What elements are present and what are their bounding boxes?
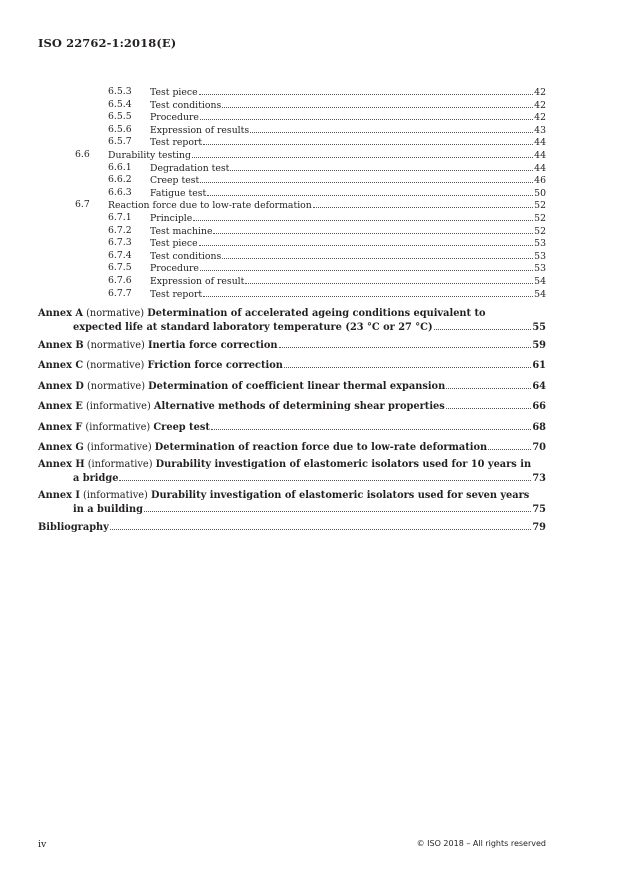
toc-entry-number: 6.5.4 (108, 98, 132, 110)
toc-annex-d[interactable] (0, 380, 620, 393)
annex-page: 64 (532, 380, 546, 392)
leader-dots (200, 262, 533, 271)
annex-page: 59 (532, 339, 546, 351)
toc-annex-f[interactable] (0, 421, 620, 434)
toc-entry-number: 6.6 (75, 148, 90, 160)
toc-entry-number: 6.5.6 (108, 123, 132, 135)
annex-label: Annex G (38, 441, 84, 453)
toc-entry-6-7-3[interactable] (0, 237, 620, 250)
toc-entry-number: 6.7.3 (108, 237, 132, 249)
annex-page: 55 (532, 321, 546, 333)
toc-entry-number: 6.6.2 (108, 174, 132, 186)
annex-type: (informative) (86, 441, 152, 453)
annex-type: (informative) (83, 490, 148, 502)
annex-type: (normative) (86, 360, 145, 372)
leader-dots (207, 187, 533, 196)
annex-title: Determination of reaction force due to low-rate deformation (154, 441, 488, 453)
annex-label: Annex H (38, 459, 85, 471)
toc-entry-6-6-2[interactable] (0, 174, 620, 187)
toc-annex-i[interactable] (0, 490, 620, 516)
annex-label: Annex I (38, 490, 80, 502)
toc-entry-number: 6.7.2 (108, 224, 132, 236)
toc-entry-title: Test machine (150, 225, 213, 237)
toc-entry-page: 42 (534, 87, 546, 98)
annex-title-line1: Durability investigation of elastomeric isolators used for 10 years in (155, 459, 532, 471)
toc-entry-number: 6.7.6 (108, 274, 132, 286)
annex-label: Annex A (38, 308, 83, 320)
leader-dots (245, 275, 533, 284)
toc-entry-number: 6.6.3 (108, 186, 132, 198)
toc-annex-c[interactable] (0, 359, 620, 372)
annex-label: Annex C (38, 360, 84, 372)
page-number-footer: iv (38, 839, 47, 850)
toc-entry-title: Durability testing (108, 149, 191, 161)
toc-annex-a[interactable] (0, 308, 620, 334)
annex-label: Annex D (38, 380, 84, 392)
annex-title: Friction force correction (147, 360, 283, 372)
toc-bibliography[interactable] (0, 521, 620, 534)
toc-entry-page: 42 (534, 99, 546, 111)
toc-entry-title: Creep test (150, 175, 200, 187)
toc-entry-page: 53 (534, 263, 546, 275)
toc-entry-6-5-6[interactable] (0, 124, 620, 137)
leader-dots (213, 225, 533, 234)
toc-entry-6-6[interactable] (0, 149, 620, 162)
leader-dots (200, 174, 533, 183)
toc-entry-number: 6.5.3 (108, 86, 132, 97)
toc-entry-6-7-7[interactable] (0, 288, 620, 301)
leader-dots (313, 199, 533, 208)
toc-entry-title: Test piece (150, 238, 198, 250)
leader-dots (488, 441, 531, 450)
toc-entry-6-7-1[interactable] (0, 212, 620, 225)
leader-dots (434, 321, 532, 330)
annex-title-line1: Determination of accelerated ageing conditions equivalent to (147, 308, 486, 320)
toc-entry-6-7-5[interactable] (0, 262, 620, 275)
toc-entry-6-5-5[interactable] (0, 111, 620, 124)
toc-entry-number: 6.6.1 (108, 161, 132, 173)
leader-dots (192, 149, 533, 158)
leader-dots (203, 136, 533, 145)
toc-annex-h[interactable] (0, 459, 620, 485)
toc-entry-number: 6.7.4 (108, 249, 132, 261)
toc-entry-title: Principle (150, 212, 193, 224)
annex-page: 73 (532, 472, 546, 484)
leader-dots (144, 503, 531, 512)
copyright-footer: © ISO 2018 – All rights reserved (416, 839, 546, 848)
annex-type: (informative) (85, 421, 151, 433)
toc-entry-title: Expression of result (150, 275, 245, 287)
annex-title: Inertia force correction (147, 339, 278, 351)
toc-entry-page: 52 (534, 200, 546, 212)
toc-entry-number: 6.7 (75, 199, 90, 211)
leader-dots (203, 288, 533, 297)
annex-label: Annex E (38, 401, 83, 413)
toc-entry-title: Test report (150, 288, 203, 300)
toc-entry-title: Procedure (150, 112, 199, 124)
toc-entry-title: Fatigue test (150, 187, 207, 199)
annex-type: (normative) (86, 380, 146, 392)
toc-entry-title: Test conditions (150, 250, 222, 262)
leader-dots (230, 162, 533, 171)
toc-entry-page: 43 (534, 124, 546, 136)
bibliography-page: 79 (532, 521, 546, 533)
leader-dots (211, 421, 531, 430)
bibliography-title: Bibliography (38, 521, 109, 533)
toc-entry-number: 6.7.5 (108, 262, 132, 274)
annex-title: Creep test (153, 421, 210, 433)
leader-dots (284, 359, 531, 368)
toc-entry-page: 52 (534, 225, 546, 237)
toc-entry-page: 44 (534, 149, 546, 161)
toc-entry-title: Reaction force due to low-rate deformation (108, 200, 312, 212)
leader-dots (222, 250, 533, 259)
annex-label: Annex F (38, 421, 83, 433)
annex-page: 66 (532, 401, 546, 413)
toc-entry-page: 46 (534, 175, 546, 187)
leader-dots (193, 212, 533, 221)
toc-entry-page: 53 (534, 238, 546, 250)
leader-dots (110, 521, 532, 530)
toc-entry-number: 6.5.5 (108, 111, 132, 123)
toc-entry-page: 44 (534, 137, 546, 149)
annex-title: Alternative methods of determining shear properties (153, 401, 445, 413)
leader-dots (250, 124, 533, 133)
toc-entry-6-5-3[interactable] (0, 86, 620, 99)
toc-entry-title: Expression of results (150, 124, 250, 136)
annex-label: Annex B (38, 339, 84, 351)
annex-title-line2: in a building (73, 503, 143, 515)
annex-title-line1: Durability investigation of elastomeric isolators used for seven years (151, 490, 530, 502)
annex-title-line2: expected life at standard laboratory temperature (23 °C or 27 °C) (73, 321, 433, 333)
toc-entry-6-7-4[interactable] (0, 250, 620, 263)
toc-entry-title: Degradation test (150, 162, 230, 174)
toc-entry-title: Procedure (150, 263, 199, 275)
annex-page: 75 (532, 503, 546, 515)
annex-type: (informative) (87, 459, 153, 471)
annex-title-line2: a bridge (73, 472, 119, 484)
leader-dots (119, 472, 531, 481)
annex-title: Determination of coefficient linear thermal expansion (148, 380, 446, 392)
toc-entry-6-6-1[interactable] (0, 162, 620, 175)
toc-entry-6-5-4[interactable] (0, 99, 620, 112)
toc-annex-b[interactable] (0, 339, 620, 352)
leader-dots (446, 380, 531, 389)
annex-type: (normative) (86, 339, 145, 351)
toc-entry-6-7-6[interactable] (0, 275, 620, 288)
annex-page: 70 (532, 441, 546, 453)
toc-entry-6-5-7[interactable] (0, 136, 620, 149)
toc-entry-page: 42 (534, 112, 546, 124)
toc-subsection-list (0, 86, 620, 300)
toc-entry-title: Test report (150, 137, 203, 149)
toc-entry-6-7[interactable] (0, 199, 620, 212)
leader-dots (446, 400, 532, 409)
toc-entry-number: 6.7.1 (108, 211, 132, 223)
leader-dots (279, 339, 532, 348)
annex-page: 68 (532, 421, 546, 433)
leader-dots (200, 111, 533, 120)
toc-entry-page: 52 (534, 212, 546, 224)
toc-entry-page: 50 (534, 187, 546, 199)
toc-entry-page: 54 (534, 288, 546, 300)
toc-entry-page: 53 (534, 250, 546, 262)
toc-entry-page: 54 (534, 275, 546, 287)
toc-entry-title: Test piece (150, 87, 198, 98)
toc-entry-number: 6.5.7 (108, 136, 132, 148)
leader-dots (199, 86, 533, 95)
toc-entry-6-7-2[interactable] (0, 225, 620, 238)
leader-dots (199, 237, 533, 246)
leader-dots (222, 99, 533, 108)
annex-page: 61 (532, 360, 546, 372)
toc-annex-g[interactable] (0, 441, 620, 454)
toc-entry-number: 6.7.7 (108, 287, 132, 299)
toc-annex-e[interactable] (0, 400, 620, 413)
toc-entry-title: Test conditions (150, 99, 222, 111)
toc-entry-page: 44 (534, 162, 546, 174)
annex-type: (informative) (85, 401, 151, 413)
toc-entry-6-6-3[interactable] (0, 187, 620, 200)
table-of-contents (0, 86, 620, 534)
document-id-header: ISO 22762-1:2018(E) (38, 36, 177, 50)
annex-type: (normative) (86, 308, 145, 320)
